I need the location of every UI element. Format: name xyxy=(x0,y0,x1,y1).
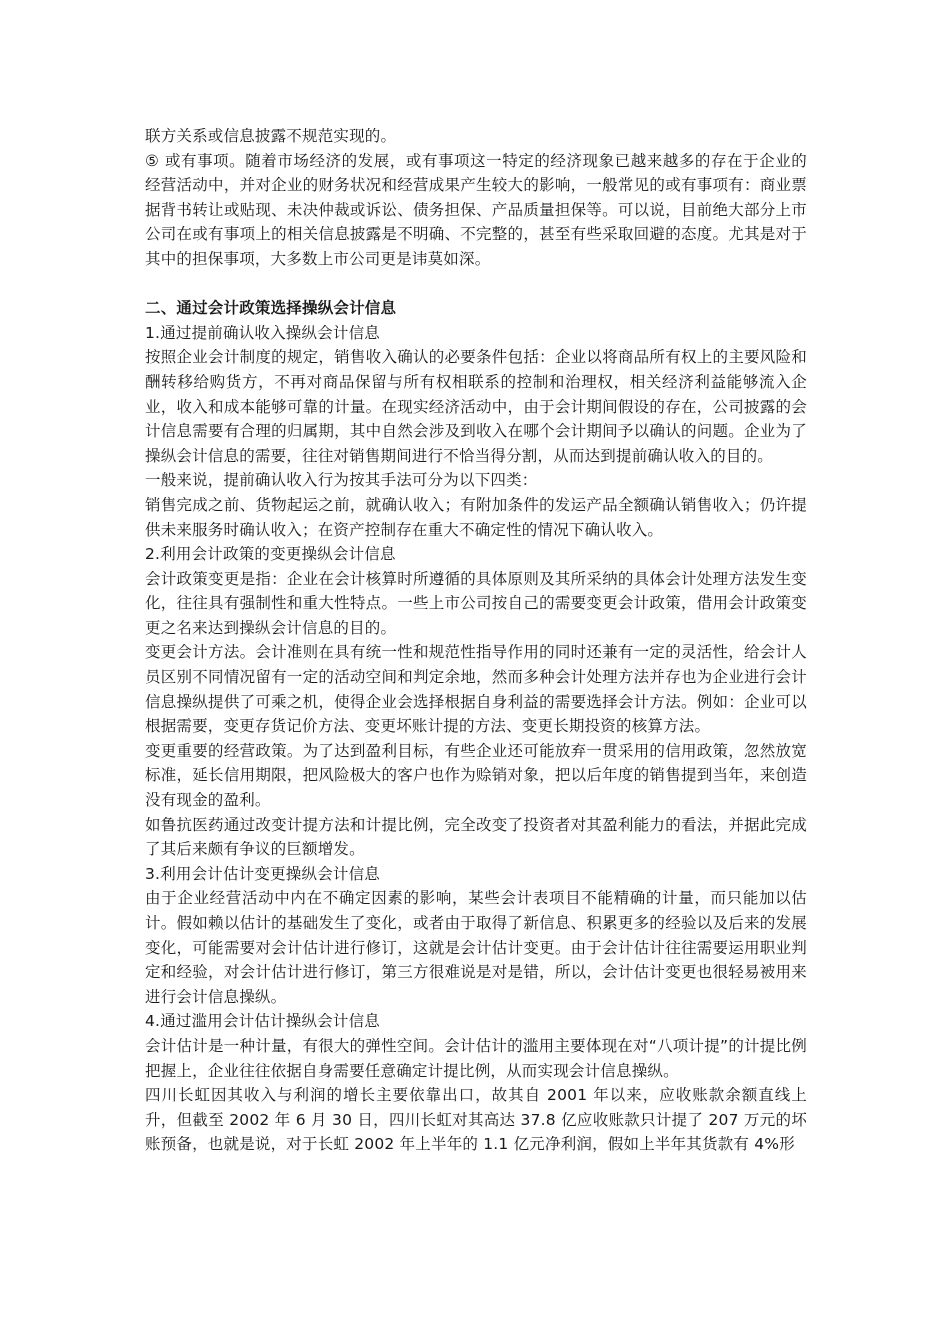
subsection-heading-2: 2.利用会计政策的变更操纵会计信息 xyxy=(145,545,396,564)
paragraph-changhong-example: 四川长虹因其收入与利润的增长主要依靠出口，故其自 2001 年以来，应收账款余额直线上升，但截至 2002 年 6 月 30 日，四川长虹对其高达 37.8 亿应收账款只计提了 207 万元的坏账预备，也就是说，对于长虹 2002 年上半年的 1.1 亿元净利润，假如上半年其货款有 4%形 xyxy=(145,1086,807,1154)
paragraph-revenue-recognition: 按照企业会计制度的规定，销售收入确认的必要条件包括：企业以将商品所有权上的主要风险和酬转移给购货方，不再对商品保留与所有权相联系的控制和治理权，相关经济利益能够流入企业，收入和成本能够可靠的计量。在现实经济活动中，由于会计期间假设的存在，公司披露的会计信息需要有合理的归属期，其中自然会涉及到收入在哪个会计期间予以确认的问题。企业为了操纵会计信息的需要，往往对销售期间进行不恰当得分割，从而达到提前确认收入的目的。 xyxy=(145,348,807,465)
document-page xyxy=(145,124,807,1157)
paragraph-contingent-matters: ⑤ 或有事项。随着市场经济的发展，或有事项这一特定的经济现象已越来越多的存在于企业的经营活动中，并对企业的财务状况和经营成果产生较大的影响，一般常见的或有事项有：商业票据背书转让或贴现、未决仲裁或诉讼、债务担保、产品质量担保等。可以说，目前绝大部分上市公司在或有事项上的相关信息披露是不明确、不完整的，甚至有些采取回避的态度。尤其是对于其中的担保事项，大多数上市公司更是讳莫如深。 xyxy=(145,151,807,268)
paragraph-estimate-abuse: 会计估计是一种计量，有很大的弹性空间。会计估计的滥用主要体现在对“八项计提”的计提比例把握上，企业往往依据自身需要任意确定计提比例，从而实现会计信息操纵。 xyxy=(145,1036,807,1080)
subsection-heading-1: 1.通过提前确认收入操纵会计信息 xyxy=(145,323,380,342)
paragraph-lukang-example: 如鲁抗医药通过改变计提方法和计提比例，完全改变了投资者对其盈利能力的看法，并据此完成了其后来颇有争议的巨额增发。 xyxy=(145,815,807,859)
paragraph-estimate-change: 由于企业经营活动中内在不确定因素的影响，某些会计表项目不能精确的计量，而只能加以估计。假如赖以估计的基础发生了变化，或者由于取得了新信息、积累更多的经验以及后来的发展变化，可能需要对会计估计进行修订，这就是会计估计变更。由于会计估计往往需要运用职业判定和经验，对会计估计进行修订，第三方很难说是对是错，所以，会计估计变更也很轻易被用来进行会计信息操纵。 xyxy=(145,889,807,1006)
subsection-heading-3: 3.利用会计估计变更操纵会计信息 xyxy=(145,864,380,883)
paragraph-revenue-types-intro: 一般来说，提前确认收入行为按其手法可分为以下四类： xyxy=(145,471,538,490)
paragraph-policy-change: 会计政策变更是指：企业在会计核算时所遵循的具体原则及其所采纳的具体会计处理方法发生变化，往往具有强制性和重大性特点。一些上市公司按自己的需要变更会计政策，借用会计政策变更之名来达到操纵会计信息的目的。 xyxy=(145,569,807,637)
paragraph-change-operating-policy: 变更重要的经营政策。为了达到盈利目标，有些企业还可能放弃一贯采用的信用政策，忽然放宽标准，延长信用期限，把风险极大的客户也作为赊销对象，把以后年度的销售提到当年，来创造没有现金的盈利。 xyxy=(145,741,807,810)
paragraph-continuation: 联方关系或信息披露不规范实现的。 xyxy=(145,127,397,145)
section-heading: 二、通过会计政策选择操纵会计信息 xyxy=(145,299,397,318)
paragraph-revenue-types: 销售完成之前、货物起运之前，就确认收入；有附加条件的发运产品全额确认销售收入；仍许提供未来服务时确认收入；在资产控制存在重大不确定性的情况下确认收入。 xyxy=(145,495,807,539)
paragraph-change-methods: 变更会计方法。会计准则在具有统一性和规范性指导作用的同时还兼有一定的灵活性，给会计人员区别不同情况留有一定的活动空间和判定余地，然而多种会计处理方法并存也为企业进行会计信息操纵提供了可乘之机，使得企业会选择根据自身利益的需要选择会计方法。例如：企业可以根据需要，变更存货记价方法、变更坏账计提的方法、变更长期投资的核算方法。 xyxy=(145,643,807,736)
blank-line xyxy=(145,272,807,297)
subsection-heading-4: 4.通过滥用会计估计操纵会计信息 xyxy=(145,1012,380,1031)
